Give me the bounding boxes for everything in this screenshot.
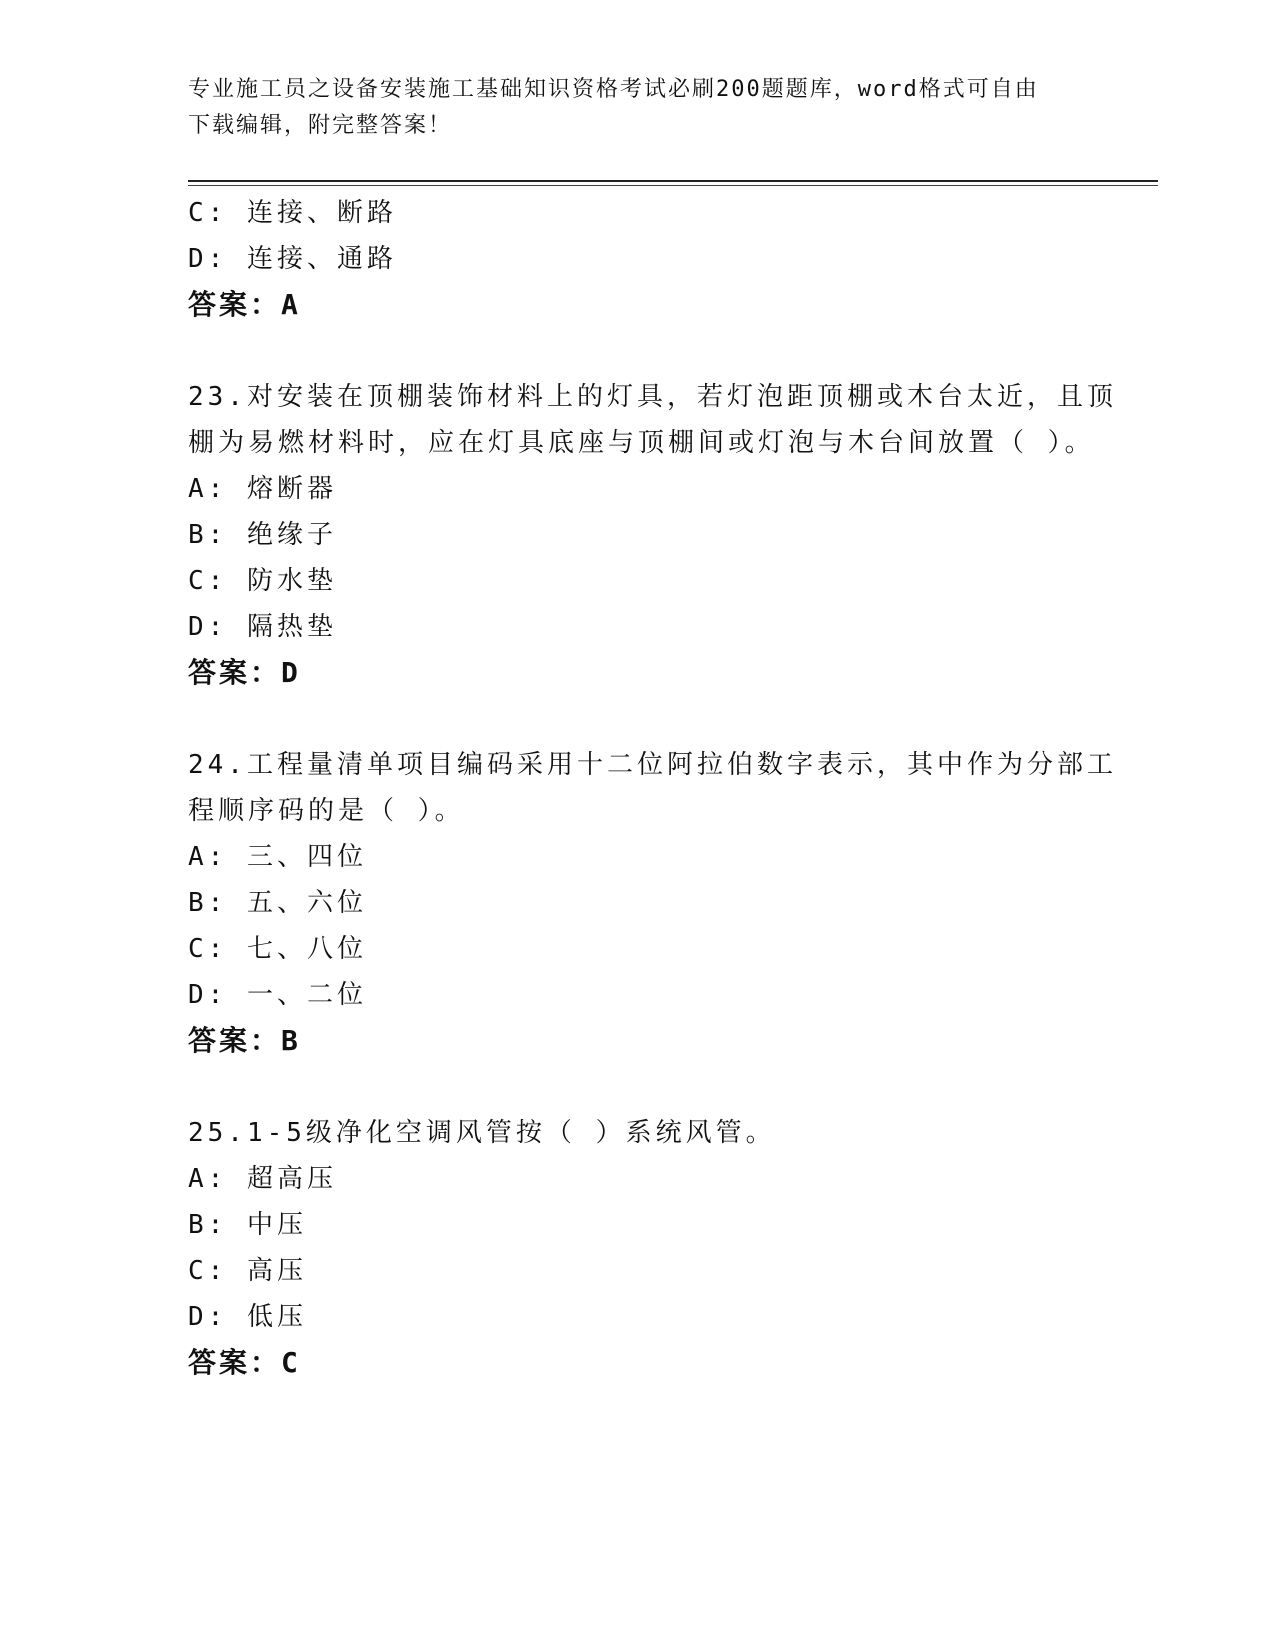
- header-divider-thin: [188, 185, 1158, 186]
- answer: 答案：D: [188, 656, 301, 689]
- header-line-1: 专业施工员之设备安装施工基础知识资格考试必刷200题题库，word格式可自由: [188, 77, 1039, 102]
- question-text-line-2: 程顺序码的是（ ）。: [188, 796, 465, 826]
- question-text-line-1: 23.对安装在顶棚装饰材料上的灯具，若灯泡距顶棚或木台太近，且顶: [188, 382, 1117, 412]
- spacer: [188, 696, 1088, 742]
- question-22-continued: [188, 190, 1088, 328]
- question-text-line-2: 棚为易燃材料时，应在灯具底座与顶棚间或灯泡与木台间放置（ ）。: [188, 428, 1095, 458]
- answer: 答案：A: [188, 288, 301, 321]
- option-b: B: 绝缘子: [188, 520, 337, 550]
- spacer: [188, 1064, 1088, 1110]
- option-c: C: 连接、断路: [188, 198, 397, 228]
- question-list: [188, 190, 1117, 1386]
- option-a: A: 三、四位: [188, 842, 367, 872]
- header-line-2: 下载编辑，附完整答案！: [188, 113, 453, 138]
- answer: 答案：C: [188, 1346, 301, 1379]
- question-text-line-1: 25.1-5级净化空调风管按（ ）系统风管。: [188, 1118, 776, 1148]
- option-c: C: 七、八位: [188, 934, 367, 964]
- question-text-line-1: 24.工程量清单项目编码采用十二位阿拉伯数字表示，其中作为分部工: [188, 750, 1117, 780]
- option-a: A: 超高压: [188, 1164, 337, 1194]
- question-25: [188, 1110, 1088, 1386]
- option-d: D: 低压: [188, 1302, 307, 1332]
- option-d: D: 隔热垫: [188, 612, 337, 642]
- option-c: C: 防水垫: [188, 566, 337, 596]
- question-24: [188, 742, 1117, 1064]
- option-d: D: 一、二位: [188, 980, 367, 1010]
- answer: 答案：B: [188, 1024, 301, 1057]
- document-header: [188, 72, 1068, 144]
- header-divider-thick: [188, 180, 1158, 182]
- option-b: B: 中压: [188, 1210, 307, 1240]
- question-23: [188, 374, 1117, 696]
- option-a: A: 熔断器: [188, 474, 337, 504]
- option-d: D: 连接、通路: [188, 244, 397, 274]
- spacer: [188, 328, 1088, 374]
- option-c: C: 高压: [188, 1256, 307, 1286]
- option-b: B: 五、六位: [188, 888, 367, 918]
